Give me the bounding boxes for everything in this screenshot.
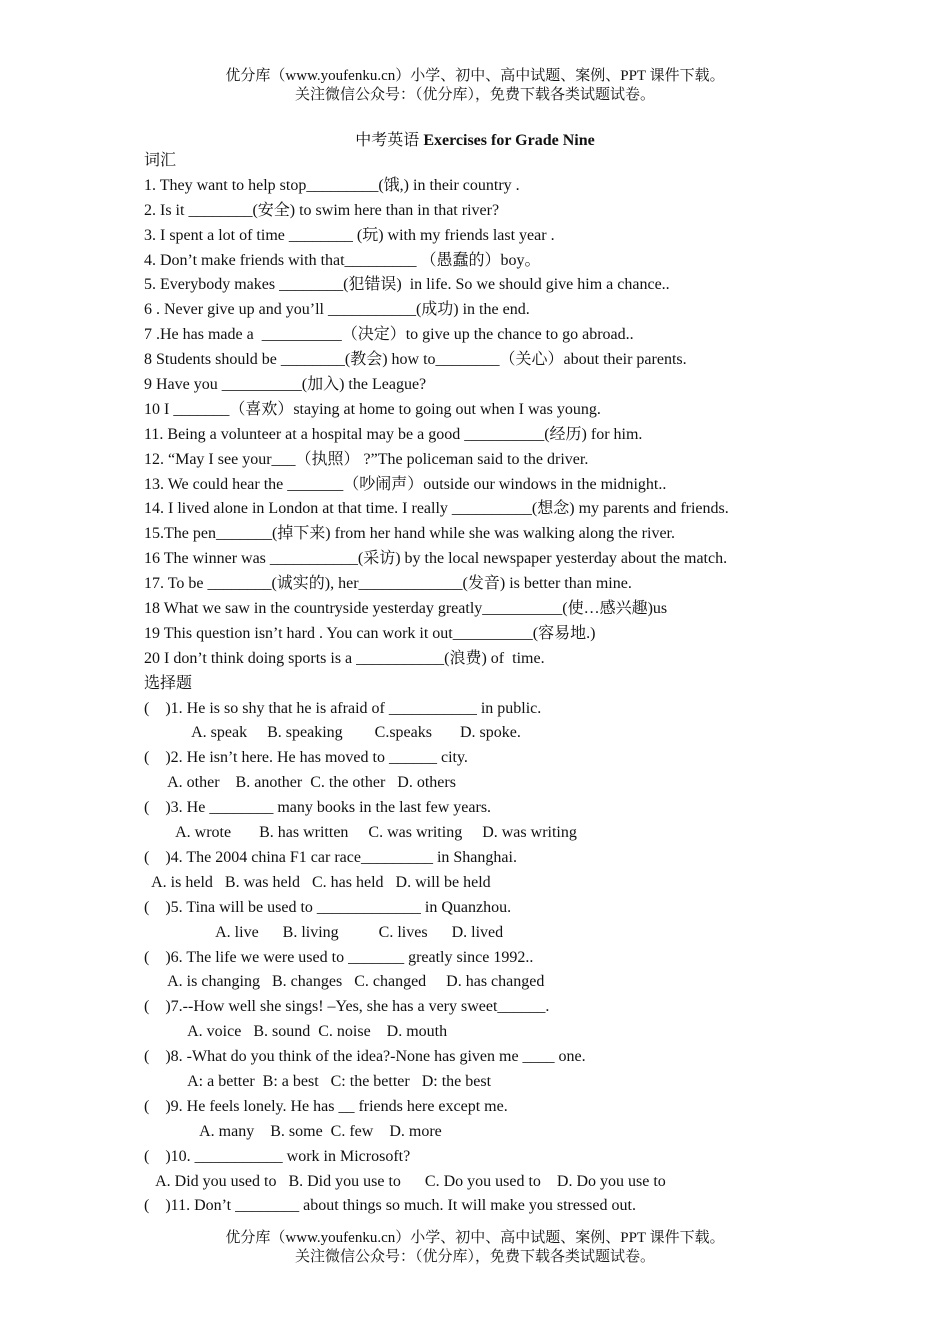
choice-question: ( )11. Don’t ________ about things so much. It will make you stressed out. [144,1197,636,1215]
vocab-item: 20 I don’t think doing sports is a ___________(浪费) of time. [144,649,545,667]
choice-question: ( )2. He isn’t here. He has moved to ______ city. [144,749,468,767]
choice-question: ( )9. He feels lonely. He has __ friends here except me. [144,1097,508,1115]
vocab-item: 2. Is it ________(安全) to swim here than in that river? [144,201,500,219]
choice-heading: 选择题 [144,674,193,692]
vocab-item: 12. “May I see your___（执照） ?”The policeman said to the driver. [144,450,589,468]
vocab-item: 3. I spent a lot of time ________ (玩) with my friends last year . [144,226,555,244]
vocab-item: 1. They want to help stop_________(饿,) in their country . [144,176,520,194]
vocab-item: 19 This question isn’t hard . You can work it out__________(容易地.) [144,624,596,642]
header-line-1: 优分库（www.youfenku.cn）小学、初中、高中试题、案例、PPT 课件下载。 [225,68,725,84]
choice-question: ( )6. The life we were used to _______ greatly since 1992.. [144,948,534,966]
vocab-item: 7 .He has made a __________（决定）to give up the chance to go abroad.. [144,326,634,344]
choice-question: ( )10. ___________ work in Microsoft? [144,1147,411,1165]
choice-options: A. voice B. sound C. noise D. mouth [144,1023,448,1041]
vocab-item: 10 I _______（喜欢）staying at home to going out when I was young. [144,400,601,418]
vocab-item: 18 What we saw in the countryside yesterday greatly__________(使…感兴趣)us [144,600,668,618]
choice-options: A: a better B: a best C: the better D: the best [144,1072,492,1090]
choice-options: A. is held B. was held C. has held D. will be held [144,873,491,891]
choice-question: ( )8. -What do you think of the idea?-None has given me ____ one. [144,1048,586,1066]
choice-options: A. other B. another C. the other D. others [144,774,456,792]
choice-question: ( )5. Tina will be used to _____________ in Quanzhou. [144,898,512,916]
vocab-item: 9 Have you __________(加入) the League? [144,376,427,394]
page-footer [0,1229,950,1267]
vocab-item: 13. We could hear the _______（吵闹声）outside our windows in the midnight.. [144,475,667,493]
title-prefix: 中考英语 [355,132,424,149]
footer-line-1: 优分库（www.youfenku.cn）小学、初中、高中试题、案例、PPT 课件下载。 [225,1230,725,1246]
choice-options: A. wrote B. has written C. was writing D. was writing [144,824,577,842]
vocab-item: 8 Students should be ________(教会) how to________（关心）about their parents. [144,351,687,369]
vocab-item: 16 The winner was ___________(采访) by the local newspaper yesterday about the match. [144,550,728,568]
vocab-heading: 词汇 [144,152,177,169]
header-line-2: 关注微信公众号：（优分库），免费下载各类试题试卷。 [294,87,655,103]
choice-question: ( )4. The 2004 china F1 car race_________ in Shanghai. [144,848,517,866]
choice-question: ( )3. He ________ many books in the last few years. [144,799,492,817]
vocab-item: 5. Everybody makes ________(犯错误) in life. So we should give him a chance.. [144,276,670,294]
choice-question: ( )1. He is so shy that he is afraid of ___________ in public. [144,699,542,717]
choice-options: A. Did you used to B. Did you use to C. Do you used to D. Do you use to [144,1172,666,1190]
choice-options: A. is changing B. changes C. changed D. has changed [144,973,545,991]
page-header [0,67,950,105]
choice-options: A. live B. living C. lives D. lived [144,923,504,941]
vocab-item: 4. Don’t make friends with that_________ （愚蠢的）boy。 [144,251,541,269]
footer-line-2: 关注微信公众号：（优分库），免费下载各类试题试卷。 [294,1249,655,1265]
vocab-item: 17. To be ________(诚实的), her_____________(发音) is better than mine. [144,575,632,593]
vocab-item: 6 . Never give up and you’ll ___________(成功) in the end. [144,301,530,319]
choice-question: ( )7.--How well she sings! –Yes, she has a very sweet______. [144,998,550,1016]
vocab-item: 14. I lived alone in London at that time. I really __________(想念) my parents and friends. [144,500,729,518]
choice-options: A. speak B. speaking C.speaks D. spoke. [144,724,521,742]
vocab-item: 11. Being a volunteer at a hospital may be a good __________(经历) for him. [144,425,643,443]
vocab-item: 15.The pen_______(掉下来) from her hand while she was walking along the river. [144,525,675,543]
choice-options: A. many B. some C. few D. more [144,1122,442,1140]
title-main: Exercises for Grade Nine [423,132,595,149]
exercise-body [144,149,924,1219]
page-title [0,127,950,150]
